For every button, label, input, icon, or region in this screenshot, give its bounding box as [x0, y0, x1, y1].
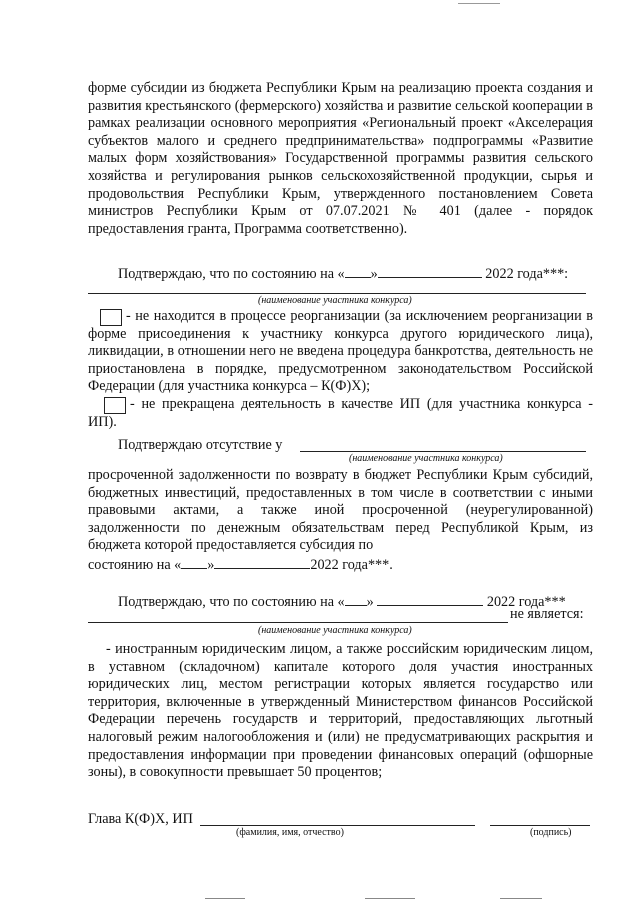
- confirm2-last-prefix: состоянию на «: [88, 557, 182, 573]
- confirm2-prefix: Подтверждаю отсутствие у: [118, 437, 283, 453]
- scan-mark-bottom-2: [365, 898, 415, 899]
- participant-name-field[interactable]: [88, 293, 586, 294]
- participant-caption-2: (наименование участника конкурса): [349, 453, 503, 464]
- confirm1-prefix: Подтверждаю, что по состоянию на «: [118, 266, 345, 282]
- confirm2-last-mid: »: [207, 557, 215, 573]
- name-field[interactable]: [200, 825, 475, 826]
- name-caption: (фамилия, имя, отчество): [236, 827, 344, 838]
- scan-mark-bottom-3: [500, 898, 542, 899]
- participant-name-field-3[interactable]: [88, 622, 508, 623]
- day-field-2[interactable]: [181, 555, 207, 569]
- confirm1-suffix: 2022 года***:: [485, 266, 569, 282]
- confirm2-line: [118, 437, 282, 455]
- confirm3-prefix: Подтверждаю, что по состоянию на «: [118, 594, 345, 610]
- month-field[interactable]: [378, 264, 482, 278]
- checkbox-item-kfh: - не находится в процессе реорганизации (за исключением реорганизации в форме присоединения к участнику конкурса другого юридического лица), ликвидации, в отношении него не введена процедура банкротства, деятельность не приостановлена в порядке, предусмотренном законодательством Российской Федерации (для участника конкурса – К(Ф)Х);: [88, 308, 593, 395]
- signature-label: Глава К(Ф)Х, ИП: [88, 811, 193, 827]
- confirm3-mid: »: [366, 594, 374, 610]
- day-field-3[interactable]: [345, 592, 367, 606]
- participant-name-field-2[interactable]: [300, 451, 586, 452]
- scan-mark-bottom-1: [205, 898, 245, 899]
- confirm3-suffix: 2022 года***: [486, 594, 566, 610]
- month-field-2[interactable]: [214, 555, 310, 569]
- confirm2-last-suffix: 2022 года***.: [310, 557, 393, 573]
- day-field[interactable]: [345, 264, 371, 278]
- month-field-3[interactable]: [377, 592, 483, 606]
- participant-caption: (наименование участника конкурса): [258, 295, 412, 306]
- confirm2-last-line: [88, 555, 393, 575]
- participant-caption-3: (наименование участника конкурса): [258, 625, 412, 636]
- checkbox-item-ip: - не прекращена деятельность в качестве ИП (для участника конкурса - ИП).: [88, 396, 593, 430]
- confirm3-suffix2: не является:: [510, 606, 584, 622]
- confirm3-body: - иностранным юридическим лицом, а также российским юридическим лицом, в уставном (складочном) капитале которого доля участия иностранных юридических лиц, местом регистрации которых является государство или территория, включенные в утвержденный Министерством финансов Российской Федерации перечень государств и территорий, предоставляющих льготный налоговый режим налогообложения и (или) не предусматривающих раскрытия и предоставления информации при проведении финансовых операций (офшорные зоны), в совокупности превышает 50 процентов;: [88, 641, 593, 781]
- sign-caption: (подпись): [530, 827, 572, 838]
- confirm2-body: просроченной задолженности по возврату в бюджет Республики Крым субсидий, бюджетных инвестиций, предоставленных в том числе в соответствии с иными правовыми актами, а также иной просроченной (неурегулированной) задолженности по денежным обязательствам перед Республикой Крым, из бюджета которой предоставляется субсидия по: [88, 467, 593, 554]
- intro-paragraph: форме субсидии из бюджета Республики Крым на реализацию проекта создания и развития крестьянского (фермерского) хозяйства и развитие сельской кооперации в рамках реализации основного мероприятия «Региональный проект «Акселерация субъектов малого и среднего предпринимательства» подпрограммы «Развитие малых форм хозяйствования» Государственной программы развития сельского хозяйства и регулирования рынков сельскохозяйственной продукции, сырья и продовольствия Республики Крым, утвержденного постановлением Совета министров Республики Крым от 07.07.2021 № 401 (далее - порядок предоставления гранта, Программа соответственно).: [88, 80, 593, 237]
- confirm1-line: [118, 264, 568, 284]
- confirm1-mid: »: [370, 266, 378, 282]
- signature-field[interactable]: [490, 825, 590, 826]
- confirm3-line: [118, 592, 566, 612]
- scan-mark: [458, 3, 500, 4]
